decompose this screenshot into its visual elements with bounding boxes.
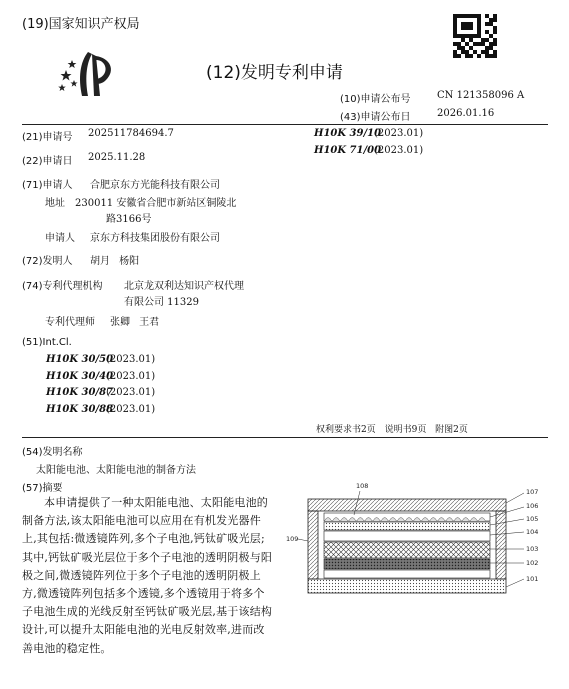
publication-date: 2026.01.16: [437, 108, 495, 119]
int-cl-year: (2023.01): [106, 387, 156, 399]
figure-label-108: 108: [356, 482, 369, 490]
application-date-label: (22)申请日: [22, 156, 73, 167]
int-cl-year: (2023.01): [106, 404, 156, 416]
invention-title-label: (54)发明名称: [22, 447, 83, 458]
patent-agent-label: 专利代理师: [45, 317, 95, 328]
layer-base: [324, 570, 490, 578]
figure-label-102: 102: [526, 559, 539, 567]
patent-agency-line-1: 北京龙双利达知识产权代理: [124, 281, 244, 292]
applicant-2-name: 京东方科技集团股份有限公司: [90, 233, 220, 244]
figure-label-103: 103: [526, 545, 539, 553]
application-number: 202511784694.7: [88, 128, 174, 139]
int-cl-label: (51)Int.Cl.: [22, 337, 72, 348]
publication-date-label: (43)申请公布日: [340, 112, 411, 123]
layer-101: [308, 579, 506, 593]
figure-label-106: 106: [526, 502, 539, 510]
int-cl-code: H10K 30/40: [46, 370, 114, 382]
patent-agency-label: (74)专利代理机构: [22, 281, 103, 292]
figure-label-101: 101: [526, 575, 539, 583]
cnipa-logo-icon: [58, 48, 120, 100]
qr-code-icon: [453, 14, 497, 58]
int-cl-year: (2023.01): [106, 370, 156, 382]
applicant-2-label: 申请人: [45, 233, 75, 244]
layer-104: [324, 531, 490, 541]
sealant-left: [308, 511, 318, 579]
int-cl-year: (2023.01): [106, 354, 156, 365]
inventor-names: 胡月 杨阳: [90, 256, 140, 267]
invention-title: 太阳能电池、太阳能电池的制备方法: [36, 465, 196, 476]
document-type: (12)发明专利申请: [206, 63, 343, 83]
abstract-body: 本申请提供了一种太阳能电池、太阳能电池的制备方法,该太阳能电池可以应用在有机发光器件上,其包括:微透镜阵列,多个子电池,钙钛矿吸光层;其中,钙钛矿吸光层位于多个子电池的透明阴极与阳极之间,微透镜阵列位于多个子电池的透明阴极上方,微透镜阵列包括多个透镜,多个透镜用于将多个子电池生成的光线反射至钙钛矿吸光层,基于该结构设计,可以提升太阳能电池的光电反射效率,进而改善电池的稳定性。: [22, 496, 273, 655]
address-line-2: 路3166号: [106, 214, 152, 225]
figure-label-105: 105: [526, 515, 539, 523]
int-cl-code: H10K 30/87: [46, 387, 114, 399]
cpc-year: (2023.01): [374, 145, 424, 156]
patent-office-name: (19)国家知识产权局: [22, 17, 140, 32]
int-cl-code: H10K 30/88: [46, 404, 114, 416]
figure-label-107: 107: [526, 488, 539, 496]
patent-agency-line-2: 有限公司 11329: [124, 297, 199, 308]
address-line-1: 230011 安徽省合肥市新站区铜陵北: [75, 198, 237, 209]
applicant-label: (71)申请人: [22, 180, 73, 191]
inventor-label: (72)发明人: [22, 256, 73, 267]
applicant-name: 合肥京东方光能科技有限公司: [90, 180, 220, 191]
cpc-code: H10K 39/10: [314, 128, 382, 139]
header-divider: [22, 124, 548, 125]
page-counts: 权利要求书2页 说明书9页 附图2页: [316, 425, 468, 435]
cpc-code: H10K 71/00: [314, 145, 382, 156]
abstract-label: (57)摘要: [22, 483, 63, 494]
address-label: 地址: [45, 198, 65, 209]
mid-divider: [22, 437, 548, 438]
publication-number-label: (10)申请公布号: [340, 94, 411, 105]
figure-label-104: 104: [526, 528, 539, 536]
solar-cell-cross-section-figure: [286, 477, 556, 617]
int-cl-code: H10K 30/50: [46, 354, 114, 365]
layer-103: [324, 542, 490, 558]
layer-107: [308, 499, 506, 511]
cpc-year: (2023.01): [374, 128, 424, 139]
patent-agent-names: 张卿 王君: [110, 317, 160, 328]
layer-105: [324, 522, 490, 530]
application-number-label: (21)申请号: [22, 132, 73, 143]
figure-label-109: 109: [286, 535, 299, 543]
layer-102: [324, 559, 490, 569]
publication-number: CN 121358096 A: [437, 90, 525, 101]
application-date: 2025.11.28: [88, 152, 146, 163]
sealant-right: [496, 511, 506, 579]
abstract-text: [22, 494, 274, 658]
